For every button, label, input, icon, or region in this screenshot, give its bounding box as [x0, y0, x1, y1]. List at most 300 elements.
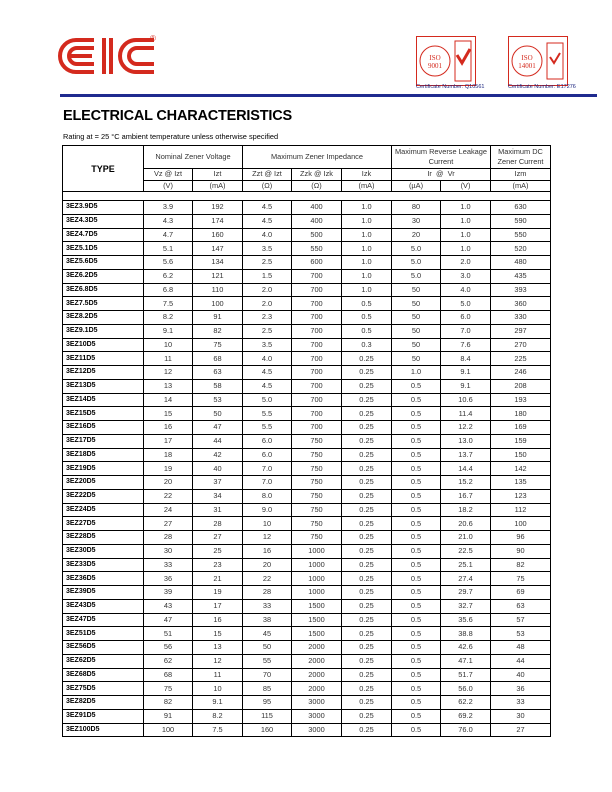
value-cell: 1.0 — [441, 201, 491, 215]
table-row — [63, 531, 551, 545]
value-cell: 700 — [292, 324, 342, 338]
value-cell: 0.25 — [342, 476, 392, 490]
param-izm: Izm — [491, 169, 551, 181]
part-number: 3EZ56D5 — [63, 641, 144, 655]
eic-logo — [54, 34, 158, 78]
value-cell: 2.3 — [243, 311, 292, 325]
value-cell: 0.25 — [342, 434, 392, 448]
value-cell: 25.1 — [441, 558, 491, 572]
dc-current-header: Maximum DC Zener Current — [491, 146, 551, 169]
value-cell: 16 — [243, 544, 292, 558]
value-cell: 590 — [491, 214, 551, 228]
value-cell: 0.5 — [392, 668, 441, 682]
part-number: 3EZ4.3D5 — [63, 214, 144, 228]
value-cell: 0.5 — [392, 586, 441, 600]
value-cell: 24 — [144, 503, 193, 517]
value-cell: 48 — [491, 641, 551, 655]
table-row — [63, 599, 551, 613]
value-cell: 4.5 — [243, 214, 292, 228]
value-cell: 21 — [193, 572, 243, 586]
part-number: 3EZ51D5 — [63, 627, 144, 641]
part-number: 3EZ68D5 — [63, 668, 144, 682]
value-cell: 15 — [193, 627, 243, 641]
value-cell: 1500 — [292, 599, 342, 613]
value-cell: 2.0 — [243, 283, 292, 297]
value-cell: 159 — [491, 434, 551, 448]
type-header: TYPE — [63, 146, 144, 192]
cert-number-14001: Certificate Number: E17276 — [508, 84, 576, 90]
value-cell: 0.5 — [392, 627, 441, 641]
value-cell: 9.0 — [243, 503, 292, 517]
value-cell: 33 — [491, 696, 551, 710]
table-row — [63, 448, 551, 462]
value-cell: 0.25 — [342, 696, 392, 710]
value-cell: 7.0 — [243, 476, 292, 490]
value-cell: 0.25 — [342, 379, 392, 393]
value-cell: 22 — [243, 572, 292, 586]
value-cell: 6.0 — [243, 434, 292, 448]
value-cell: 63 — [491, 599, 551, 613]
value-cell: 90 — [491, 544, 551, 558]
value-cell: 13.0 — [441, 434, 491, 448]
table-row — [63, 324, 551, 338]
value-cell: 1.0 — [392, 366, 441, 380]
value-cell: 0.25 — [342, 407, 392, 421]
value-cell: 1.0 — [441, 214, 491, 228]
value-cell: 0.5 — [392, 558, 441, 572]
value-cell: 34 — [193, 489, 243, 503]
part-number: 3EZ20D5 — [63, 476, 144, 490]
param-vz: Vz @ Izt — [144, 169, 193, 181]
value-cell: 32.7 — [441, 599, 491, 613]
value-cell: 19 — [193, 586, 243, 600]
value-cell: 23 — [193, 558, 243, 572]
value-cell: 330 — [491, 311, 551, 325]
value-cell: 0.3 — [342, 338, 392, 352]
value-cell: 142 — [491, 462, 551, 476]
value-cell: 750 — [292, 448, 342, 462]
value-cell: 28 — [243, 586, 292, 600]
part-number: 3EZ18D5 — [63, 448, 144, 462]
value-cell: 75 — [491, 572, 551, 586]
value-cell: 0.25 — [342, 599, 392, 613]
table-row — [63, 214, 551, 228]
value-cell: 4.0 — [243, 228, 292, 242]
value-cell: 5.0 — [392, 269, 441, 283]
unit-cell: (Ω) — [243, 180, 292, 192]
value-cell: 10.6 — [441, 393, 491, 407]
value-cell: 50 — [392, 324, 441, 338]
cert-number-9001: Certificate Number: Q10561 — [416, 84, 485, 90]
value-cell: 35.6 — [441, 613, 491, 627]
value-cell: 9.1 — [144, 324, 193, 338]
table-row — [63, 393, 551, 407]
spacer-row — [63, 192, 551, 201]
value-cell: 500 — [292, 228, 342, 242]
unit-cell: (Ω) — [292, 180, 342, 192]
table-row — [63, 407, 551, 421]
part-number: 3EZ9.1D5 — [63, 324, 144, 338]
value-cell: 4.0 — [441, 283, 491, 297]
value-cell: 0.5 — [392, 544, 441, 558]
value-cell: 95 — [243, 696, 292, 710]
value-cell: 0.5 — [342, 297, 392, 311]
value-cell: 14.4 — [441, 462, 491, 476]
value-cell: 33 — [243, 599, 292, 613]
value-cell: 27 — [144, 517, 193, 531]
value-cell: 0.5 — [392, 613, 441, 627]
value-cell: 0.25 — [342, 709, 392, 723]
part-number: 3EZ6.8D5 — [63, 283, 144, 297]
value-cell: 435 — [491, 269, 551, 283]
value-cell: 700 — [292, 379, 342, 393]
value-cell: 0.5 — [392, 517, 441, 531]
value-cell: 750 — [292, 503, 342, 517]
part-number: 3EZ3.9D5 — [63, 201, 144, 215]
value-cell: 0.5 — [392, 599, 441, 613]
table-row — [63, 421, 551, 435]
value-cell: 700 — [292, 283, 342, 297]
value-cell: 9.1 — [193, 696, 243, 710]
value-cell: 7.0 — [441, 324, 491, 338]
unit-cell: (mA) — [193, 180, 243, 192]
value-cell: 11 — [193, 668, 243, 682]
value-cell: 0.5 — [392, 696, 441, 710]
value-cell: 100 — [144, 723, 193, 737]
value-cell: 8.0 — [243, 489, 292, 503]
value-cell: 44 — [491, 654, 551, 668]
value-cell: 6.0 — [243, 448, 292, 462]
part-number: 3EZ16D5 — [63, 421, 144, 435]
value-cell: 550 — [292, 242, 342, 256]
value-cell: 56.0 — [441, 682, 491, 696]
value-cell: 550 — [491, 228, 551, 242]
value-cell: 0.25 — [342, 558, 392, 572]
part-number: 3EZ6.2D5 — [63, 269, 144, 283]
value-cell: 0.25 — [342, 627, 392, 641]
value-cell: 7.0 — [243, 462, 292, 476]
value-cell: 3000 — [292, 696, 342, 710]
value-cell: 4.5 — [243, 366, 292, 380]
value-cell: 50 — [392, 338, 441, 352]
value-cell: 58 — [193, 379, 243, 393]
value-cell: 5.0 — [243, 393, 292, 407]
part-number: 3EZ13D5 — [63, 379, 144, 393]
value-cell: 12 — [144, 366, 193, 380]
value-cell: 22 — [144, 489, 193, 503]
value-cell: 0.25 — [342, 668, 392, 682]
value-cell: 76.0 — [441, 723, 491, 737]
part-number: 3EZ22D5 — [63, 489, 144, 503]
value-cell: 0.5 — [392, 434, 441, 448]
value-cell: 91 — [193, 311, 243, 325]
value-cell: 135 — [491, 476, 551, 490]
value-cell: 134 — [193, 256, 243, 270]
value-cell: 1.0 — [441, 228, 491, 242]
value-cell: 42.6 — [441, 641, 491, 655]
value-cell: 0.25 — [342, 393, 392, 407]
value-cell: 0.5 — [392, 641, 441, 655]
value-cell: 393 — [491, 283, 551, 297]
param-ir: Ir — [427, 169, 432, 179]
value-cell: 2000 — [292, 641, 342, 655]
value-cell: 123 — [491, 489, 551, 503]
table-row — [63, 696, 551, 710]
value-cell: 2000 — [292, 682, 342, 696]
value-cell: 0.25 — [342, 448, 392, 462]
value-cell: 47 — [144, 613, 193, 627]
value-cell: 37 — [193, 476, 243, 490]
value-cell: 1000 — [292, 544, 342, 558]
value-cell: 0.5 — [392, 379, 441, 393]
svg-text:ISO: ISO — [521, 54, 533, 62]
value-cell: 520 — [491, 242, 551, 256]
value-cell: 12 — [243, 531, 292, 545]
value-cell: 13 — [193, 641, 243, 655]
value-cell: 6.2 — [144, 269, 193, 283]
value-cell: 50 — [392, 297, 441, 311]
table-row — [63, 517, 551, 531]
table-row — [63, 641, 551, 655]
value-cell: 7.6 — [441, 338, 491, 352]
value-cell: 2000 — [292, 654, 342, 668]
value-cell: 400 — [292, 201, 342, 215]
table-row — [63, 489, 551, 503]
value-cell: 193 — [491, 393, 551, 407]
table-row — [63, 544, 551, 558]
leakage-header: Maximum Reverse Leakage Current — [392, 146, 491, 169]
part-number: 3EZ30D5 — [63, 544, 144, 558]
value-cell: 40 — [491, 668, 551, 682]
page-title: ELECTRICAL CHARACTERISTICS — [63, 108, 292, 124]
value-cell: 630 — [491, 201, 551, 215]
value-cell: 5.0 — [392, 256, 441, 270]
value-cell: 8.2 — [144, 311, 193, 325]
value-cell: 700 — [292, 311, 342, 325]
header-divider — [60, 94, 597, 97]
value-cell: 56 — [144, 641, 193, 655]
value-cell: 13.7 — [441, 448, 491, 462]
value-cell: 57 — [491, 613, 551, 627]
value-cell: 1.0 — [342, 242, 392, 256]
nominal-voltage-header: Nominal Zener Voltage — [144, 146, 243, 169]
value-cell: 62 — [144, 654, 193, 668]
value-cell: 0.25 — [342, 586, 392, 600]
part-number: 3EZ24D5 — [63, 503, 144, 517]
value-cell: 1.0 — [441, 242, 491, 256]
value-cell: 110 — [193, 283, 243, 297]
value-cell: 0.25 — [342, 544, 392, 558]
table-row — [63, 283, 551, 297]
table-row — [63, 201, 551, 215]
value-cell: 36 — [491, 682, 551, 696]
value-cell: 115 — [243, 709, 292, 723]
part-number: 3EZ33D5 — [63, 558, 144, 572]
value-cell: 27 — [491, 723, 551, 737]
value-cell: 19 — [144, 462, 193, 476]
value-cell: 75 — [193, 338, 243, 352]
value-cell: 750 — [292, 489, 342, 503]
value-cell: 750 — [292, 462, 342, 476]
iso9001-certificate-badge — [416, 36, 476, 86]
value-cell: 1.0 — [342, 256, 392, 270]
svg-text:9001: 9001 — [428, 62, 442, 70]
value-cell: 20.6 — [441, 517, 491, 531]
table-row — [63, 311, 551, 325]
value-cell: 600 — [292, 256, 342, 270]
value-cell: 1.5 — [243, 269, 292, 283]
table-row — [63, 668, 551, 682]
value-cell: 22.5 — [441, 544, 491, 558]
impedance-header: Maximum Zener Impedance — [243, 146, 392, 169]
part-number: 3EZ8.2D5 — [63, 311, 144, 325]
unit-cell: (V) — [441, 180, 491, 192]
value-cell: 0.5 — [392, 476, 441, 490]
value-cell: 38.8 — [441, 627, 491, 641]
value-cell: 147 — [193, 242, 243, 256]
table-row — [63, 379, 551, 393]
value-cell: 11 — [144, 352, 193, 366]
param-zzt: Zzt @ Izt — [243, 169, 292, 181]
value-cell: 10 — [144, 338, 193, 352]
value-cell: 0.25 — [342, 641, 392, 655]
value-cell: 0.5 — [392, 682, 441, 696]
value-cell: 0.25 — [342, 421, 392, 435]
part-number: 3EZ11D5 — [63, 352, 144, 366]
electrical-characteristics-table — [62, 145, 551, 737]
value-cell: 0.5 — [392, 421, 441, 435]
value-cell: 7.5 — [193, 723, 243, 737]
value-cell: 1500 — [292, 613, 342, 627]
value-cell: 5.5 — [243, 421, 292, 435]
value-cell: 91 — [144, 709, 193, 723]
value-cell: 50 — [392, 352, 441, 366]
value-cell: 15 — [144, 407, 193, 421]
unit-cell: (V) — [144, 180, 193, 192]
value-cell: 0.5 — [342, 324, 392, 338]
value-cell: 28 — [193, 517, 243, 531]
value-cell: 700 — [292, 366, 342, 380]
value-cell: 6.0 — [441, 311, 491, 325]
value-cell: 27 — [193, 531, 243, 545]
value-cell: 50 — [392, 283, 441, 297]
value-cell: 69.2 — [441, 709, 491, 723]
value-cell: 51 — [144, 627, 193, 641]
value-cell: 47.1 — [441, 654, 491, 668]
value-cell: 270 — [491, 338, 551, 352]
part-number: 3EZ5.6D5 — [63, 256, 144, 270]
value-cell: 53 — [491, 627, 551, 641]
value-cell: 9.1 — [441, 379, 491, 393]
value-cell: 0.5 — [392, 654, 441, 668]
value-cell: 0.25 — [342, 517, 392, 531]
part-number: 3EZ43D5 — [63, 599, 144, 613]
unit-cell: (µA) — [392, 180, 441, 192]
value-cell: 4.5 — [243, 379, 292, 393]
value-cell: 30 — [491, 709, 551, 723]
value-cell: 0.25 — [342, 572, 392, 586]
part-number: 3EZ36D5 — [63, 572, 144, 586]
part-number: 3EZ75D5 — [63, 682, 144, 696]
table-row — [63, 338, 551, 352]
value-cell: 14 — [144, 393, 193, 407]
value-cell: 0.25 — [342, 366, 392, 380]
value-cell: 150 — [491, 448, 551, 462]
table-row — [63, 242, 551, 256]
value-cell: 18.2 — [441, 503, 491, 517]
unit-cell: (mA) — [491, 180, 551, 192]
value-cell: 192 — [193, 201, 243, 215]
value-cell: 2.0 — [243, 297, 292, 311]
value-cell: 700 — [292, 393, 342, 407]
value-cell: 1500 — [292, 627, 342, 641]
part-number: 3EZ39D5 — [63, 586, 144, 600]
table-row — [63, 682, 551, 696]
value-cell: 82 — [144, 696, 193, 710]
value-cell: 0.5 — [392, 503, 441, 517]
part-number: 3EZ100D5 — [63, 723, 144, 737]
value-cell: 0.5 — [392, 448, 441, 462]
value-cell: 29.7 — [441, 586, 491, 600]
value-cell: 68 — [193, 352, 243, 366]
value-cell: 50 — [392, 311, 441, 325]
value-cell: 700 — [292, 269, 342, 283]
value-cell: 174 — [193, 214, 243, 228]
value-cell: 69 — [491, 586, 551, 600]
value-cell: 70 — [243, 668, 292, 682]
value-cell: 297 — [491, 324, 551, 338]
value-cell: 39 — [144, 586, 193, 600]
value-cell: 4.3 — [144, 214, 193, 228]
table-row — [63, 434, 551, 448]
value-cell: 42 — [193, 448, 243, 462]
table-row — [63, 558, 551, 572]
value-cell: 1000 — [292, 558, 342, 572]
value-cell: 480 — [491, 256, 551, 270]
table-row — [63, 709, 551, 723]
value-cell: 750 — [292, 517, 342, 531]
table-row — [63, 256, 551, 270]
value-cell: 169 — [491, 421, 551, 435]
value-cell: 1.0 — [342, 269, 392, 283]
value-cell: 700 — [292, 421, 342, 435]
value-cell: 700 — [292, 407, 342, 421]
value-cell: 1.0 — [342, 283, 392, 297]
value-cell: 11.4 — [441, 407, 491, 421]
value-cell: 5.5 — [243, 407, 292, 421]
value-cell: 28 — [144, 531, 193, 545]
value-cell: 100 — [193, 297, 243, 311]
table-row — [63, 627, 551, 641]
value-cell: 2.5 — [243, 324, 292, 338]
value-cell: 160 — [243, 723, 292, 737]
value-cell: 20 — [243, 558, 292, 572]
value-cell: 5.0 — [441, 297, 491, 311]
value-cell: 750 — [292, 434, 342, 448]
value-cell: 0.25 — [342, 489, 392, 503]
param-vr: Vr — [447, 169, 455, 179]
value-cell: 7.5 — [144, 297, 193, 311]
value-cell: 400 — [292, 214, 342, 228]
value-cell: 0.5 — [392, 462, 441, 476]
table-row — [63, 228, 551, 242]
value-cell: 0.25 — [342, 531, 392, 545]
value-cell: 15.2 — [441, 476, 491, 490]
value-cell: 50 — [193, 407, 243, 421]
value-cell: 750 — [292, 531, 342, 545]
value-cell: 18 — [144, 448, 193, 462]
value-cell: 20 — [144, 476, 193, 490]
